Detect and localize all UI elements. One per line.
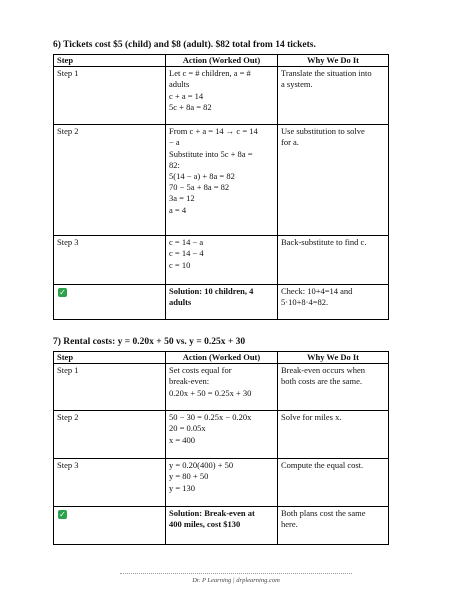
check-mark-icon: ✓ xyxy=(59,510,66,520)
table-header-row xyxy=(54,352,389,364)
why-line: Back-substitute to find c. xyxy=(281,237,367,248)
why-line: Break-even occurs when xyxy=(281,365,366,376)
step-label: Step 2 xyxy=(54,411,166,459)
problem-7 xyxy=(53,337,388,545)
action-line: break-even: xyxy=(169,376,210,387)
action-line: x = 400 xyxy=(169,434,196,445)
action-line: − a xyxy=(169,137,180,148)
page-footer: Dr. P Learning | drplearning.com xyxy=(120,573,352,584)
action-line: y = 80 + 50 xyxy=(169,471,209,482)
action-line: c = 14 − a xyxy=(169,237,204,248)
why-cell xyxy=(278,411,389,459)
problem-6-table xyxy=(53,54,389,320)
why-cell xyxy=(278,67,389,125)
solution-cell xyxy=(166,507,278,545)
why-line: a system. xyxy=(281,79,313,90)
action-line: 82: xyxy=(169,159,180,170)
solution-row xyxy=(54,285,389,320)
action-line: 50 − 30 = 0.25x − 0.20x xyxy=(169,412,252,423)
action-line: Set costs equal for xyxy=(169,365,232,376)
check-line: Both plans cost the same xyxy=(281,508,366,519)
problem-7-title: 7) Rental costs: y = 0.20x + 50 vs. y = 0.25x + 30 xyxy=(53,337,246,347)
table-row xyxy=(54,364,389,411)
action-cell xyxy=(166,364,278,411)
step-label: Step 2 xyxy=(54,125,166,236)
action-cell xyxy=(166,411,278,459)
action-line: 5(14 − a) + 8a = 82 xyxy=(169,171,235,182)
table-row xyxy=(54,67,389,125)
header-why: Why We Do It xyxy=(278,55,389,67)
action-line: c = 10 xyxy=(169,259,191,270)
why-cell xyxy=(278,459,389,507)
solution-line: Solution: Break-even at xyxy=(169,508,255,519)
step-label: Step 1 xyxy=(54,67,166,125)
why-line: both costs are the same. xyxy=(281,376,362,387)
why-cell xyxy=(278,125,389,236)
table-row xyxy=(54,411,389,459)
step-label: Step 3 xyxy=(54,459,166,507)
action-line: y = 0.20(400) + 50 xyxy=(169,460,234,471)
table-row xyxy=(54,125,389,236)
action-line: 5c + 8a = 82 xyxy=(169,101,212,112)
action-cell xyxy=(166,125,278,236)
check-cell xyxy=(278,285,389,320)
action-line: 0.20x + 50 = 0.25x + 30 xyxy=(169,387,252,398)
action-cell xyxy=(166,67,278,125)
solution-cell xyxy=(166,285,278,320)
action-line: 70 − 5a + 8a = 82 xyxy=(169,182,230,193)
why-line: Translate the situation into xyxy=(281,68,372,79)
action-line: a = 4 xyxy=(169,204,187,215)
solution-line: 400 miles, cost $130 xyxy=(169,519,241,530)
problem-6-title: 6) Tickets cost $5 (child) and $8 (adult). $82 total from 14 tickets. xyxy=(53,40,316,50)
action-line: adults xyxy=(169,79,190,90)
check-line: 5·10+8·4=82. xyxy=(281,297,329,308)
solution-icon-cell xyxy=(54,507,166,545)
why-line: Compute the equal cost. xyxy=(281,460,364,471)
check-mark-icon: ✓ xyxy=(59,288,66,298)
header-action: Action (Worked Out) xyxy=(166,352,278,364)
why-line: for a. xyxy=(281,137,299,148)
action-cell xyxy=(166,236,278,285)
action-line: 3a = 12 xyxy=(169,193,195,204)
table-row xyxy=(54,459,389,507)
step-label: Step 3 xyxy=(54,236,166,285)
header-step: Step xyxy=(54,352,166,364)
action-line: y = 130 xyxy=(169,482,196,493)
action-cell xyxy=(166,459,278,507)
solution-row xyxy=(54,507,389,545)
why-cell xyxy=(278,236,389,285)
action-line: Substitute into 5c + 8a = xyxy=(169,148,253,159)
action-line: From c + a = 14 → c = 14 xyxy=(169,126,258,137)
check-line: Check: 10+4=14 and xyxy=(281,286,353,297)
why-line: Solve for miles x. xyxy=(281,412,342,423)
action-line: Let c = # children, a = # xyxy=(169,68,251,79)
header-why: Why We Do It xyxy=(278,352,389,364)
header-step: Step xyxy=(54,55,166,67)
check-line: here. xyxy=(281,519,298,530)
table-header-row xyxy=(54,55,389,67)
why-cell xyxy=(278,364,389,411)
problem-7-table xyxy=(53,351,389,545)
header-action: Action (Worked Out) xyxy=(166,55,278,67)
table-row xyxy=(54,236,389,285)
action-line: c = 14 − 4 xyxy=(169,248,204,259)
step-label: Step 1 xyxy=(54,364,166,411)
check-cell xyxy=(278,507,389,545)
solution-icon-cell xyxy=(54,285,166,320)
action-line: 20 = 0.05x xyxy=(169,423,206,434)
solution-line: adults xyxy=(169,297,192,308)
solution-line: Solution: 10 children, 4 xyxy=(169,286,254,297)
action-line: c + a = 14 xyxy=(169,90,204,101)
why-line: Use substitution to solve xyxy=(281,126,365,137)
problem-6 xyxy=(53,40,388,320)
